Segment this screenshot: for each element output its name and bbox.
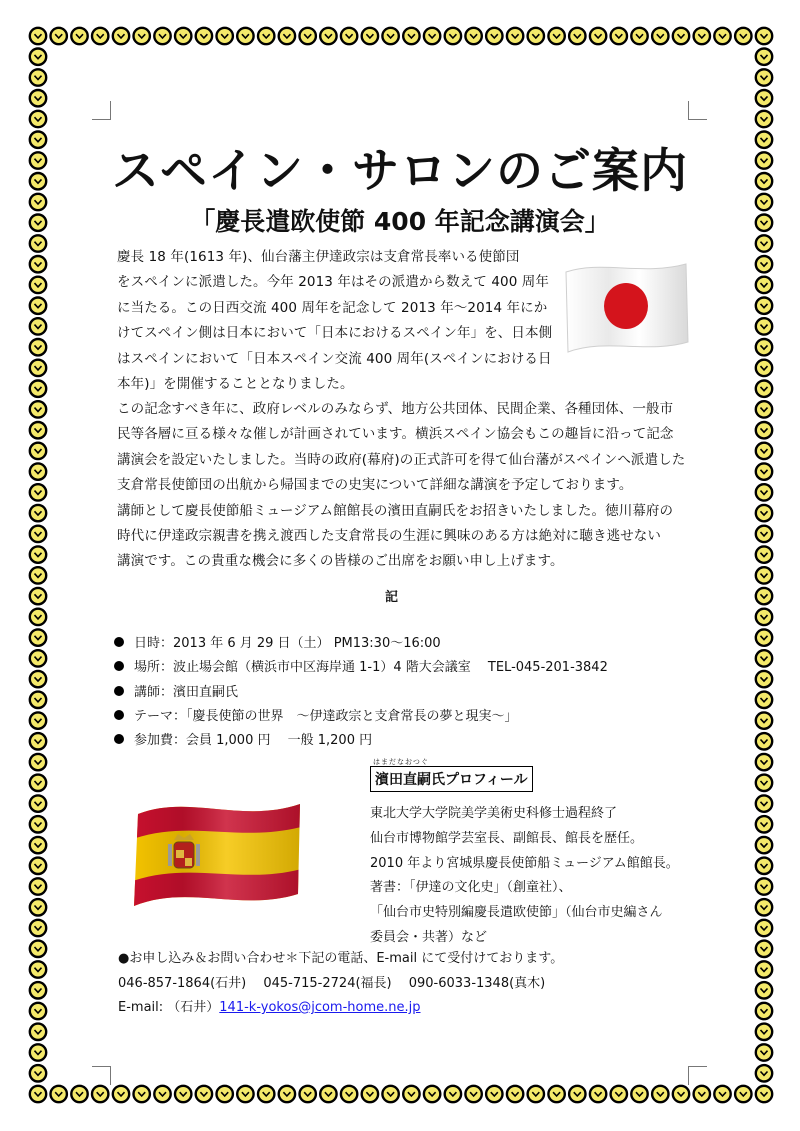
border-ornament-icon [465,1086,481,1102]
border-ornament-icon [92,28,108,44]
border-ornament-icon [30,816,46,832]
border-ornament-icon [756,505,772,521]
border-ornament-icon [756,484,772,500]
border-ornament-icon [30,28,46,44]
border-ornament-icon [756,878,772,894]
list-item [114,632,608,656]
border-ornament-icon [486,28,502,44]
bullet-icon [114,686,124,696]
crop-mark-bottom-right [688,1066,707,1085]
border-ornament-icon [756,1024,772,1040]
border-ornament-icon [134,28,150,44]
intro-line: をスペインに派遣した。今年 2013 年はその派遣から数えて 400 周年 [117,274,549,291]
ki-heading: 記 [385,590,399,605]
border-ornament-icon [756,588,772,604]
detail-lecturer: 講師：濱田直嗣氏 [134,684,239,700]
intro-paragraph [117,245,552,397]
border-ornament-icon [756,1044,772,1060]
border-ornament-icon [51,1086,67,1102]
border-ornament-icon [756,298,772,314]
border-ornament-icon [30,878,46,894]
border-ornament-icon [756,28,772,44]
border-ornament-icon [756,609,772,625]
border-ornament-icon [30,567,46,583]
border-ornament-icon [445,28,461,44]
border-ornament-icon [382,1086,398,1102]
border-ornament-icon [714,28,730,44]
intro-line: けてスペイン側は日本において「日本におけるスペイン年」を、日本側 [117,325,553,342]
profile-line: 仙台市博物館学芸室長、副館長、館長を歴任。 [370,830,644,846]
body-line: 民等各層に亘る様々な催しが計画されています。横浜スペイン協会もこの趣旨に沿って記念 [117,426,674,443]
border-ornament-icon [320,28,336,44]
border-ornament-icon [113,28,129,44]
profile-line: 2010 年より宮城県慶長使節船ミュージアム館館長。 [370,855,679,871]
border-ornament-icon [258,28,274,44]
border-ornament-icon [756,650,772,666]
border-ornament-icon [341,28,357,44]
border-ornament-icon [30,318,46,334]
border-ornament-icon [30,277,46,293]
border-ornament-icon [30,712,46,728]
border-ornament-icon [30,1003,46,1019]
border-ornament-icon [30,795,46,811]
border-ornament-icon [756,858,772,874]
border-ornament-icon [756,546,772,562]
border-ornament-icon [30,463,46,479]
body-line: 講演会を設定いたしました。当時の政府(幕府)の正式許可を得て仙台藩がスペインへ派遣した [117,451,686,468]
border-ornament-icon [756,69,772,85]
border-ornament-icon [237,28,253,44]
border-ornament-icon [756,422,772,438]
contact-intro: ●お申し込み＆お問い合わせ＊下記の電話、E-mail にて受付けております。 [118,951,564,966]
border-ornament-icon [735,1086,751,1102]
border-ornament-icon [30,837,46,853]
border-ornament-icon [30,733,46,749]
border-ornament-icon [756,49,772,65]
border-ornament-icon [30,775,46,791]
border-ornament-icon [30,90,46,106]
profile-list [370,802,679,951]
border-ornament-icon [30,1065,46,1081]
crop-mark-top-left [92,101,111,120]
intro-line: 本年)」を開催することとなりました。 [117,375,354,392]
border-ornament-icon [30,443,46,459]
border-ornament-icon [217,28,233,44]
border-ornament-icon [30,505,46,521]
email-link[interactable]: 141-k-yokos@jcom-home.ne.jp [219,1000,421,1015]
crop-mark-bottom-left [92,1066,111,1085]
border-ornament-icon [30,941,46,957]
border-ornament-icon [382,28,398,44]
border-ornament-icon [30,1086,46,1102]
border-ornament-icon [30,401,46,417]
border-ornament-icon [694,1086,710,1102]
contact-email-row [118,996,563,1021]
border-ornament-icon [756,526,772,542]
bullet-icon [114,734,124,744]
border-ornament-icon [756,90,772,106]
border-ornament-icon [756,1086,772,1102]
bullet-icon [114,710,124,720]
border-ornament-icon [756,277,772,293]
border-ornament-icon [30,754,46,770]
border-ornament-icon [756,318,772,334]
border-ornament-icon [756,1003,772,1019]
crop-mark-top-right [688,101,707,120]
border-ornament-icon [237,1086,253,1102]
border-ornament-icon [403,28,419,44]
border-ornament-icon [30,360,46,376]
intro-line: に当たる。この日西交流 400 周年を記念して 2013 年～2014 年にか [117,299,548,316]
border-ornament-icon [548,28,564,44]
border-ornament-icon [30,484,46,500]
border-ornament-icon [631,1086,647,1102]
list-item [114,705,608,729]
border-ornament-icon [569,1086,585,1102]
list-item [114,656,608,680]
border-ornament-icon [756,837,772,853]
border-ornament-icon [154,28,170,44]
border-ornament-icon [403,1086,419,1102]
border-ornament-icon [30,1024,46,1040]
bullet-icon [114,637,124,647]
border-ornament-icon [569,28,585,44]
border-ornament-icon [756,941,772,957]
border-ornament-icon [341,1086,357,1102]
spain-flag-image [130,798,305,913]
border-ornament-icon [51,28,67,44]
border-ornament-icon [154,1086,170,1102]
border-ornament-icon [735,28,751,44]
border-ornament-icon [424,1086,440,1102]
border-ornament-icon [71,1086,87,1102]
border-ornament-icon [30,961,46,977]
detail-fee: 参加費：会員 1,000 円 一般 1,200 円 [134,733,373,749]
profile-ruby: はまだなおつぐ [373,758,429,766]
border-ornament-icon [362,28,378,44]
border-ornament-icon [756,795,772,811]
border-ornament-icon [320,1086,336,1102]
border-ornament-icon [673,1086,689,1102]
intro-line: 慶長 18 年(1613 年)、仙台藩主伊達政宗は支倉常長率いる使節団 [117,249,520,265]
border-ornament-icon [652,28,668,44]
border-ornament-icon [258,1086,274,1102]
detail-theme: テーマ：「慶長使節の世界 ～伊達政宗と支倉常長の夢と現実～」 [134,708,518,724]
detail-date: 日時：2013 年 6 月 29 日（土） PM13:30～16:00 [134,636,441,651]
border-ornament-icon [673,28,689,44]
border-ornament-icon [134,1086,150,1102]
contact-phones: 046-857-1864(石井) 045-715-2724(福長) 090-6033-1348(真木) [118,975,546,991]
border-ornament-icon [631,28,647,44]
border-ornament-icon [445,1086,461,1102]
border-ornament-icon [30,629,46,645]
event-details-list [114,632,608,753]
border-ornament-icon [694,28,710,44]
border-ornament-icon [279,1086,295,1102]
body-line: 講師として慶長使節船ミュージアム館館長の濱田直嗣氏をお招きいたしました。徳川幕府の [117,502,674,519]
border-ornament-icon [92,1086,108,1102]
border-ornament-icon [30,49,46,65]
border-ornament-icon [611,1086,627,1102]
border-ornament-icon [528,1086,544,1102]
border-ornament-icon [196,1086,212,1102]
email-label: E-mail: （石井） [118,1000,220,1015]
border-ornament-icon [30,650,46,666]
border-ornament-icon [756,920,772,936]
border-ornament-icon [196,28,212,44]
border-ornament-icon [300,1086,316,1102]
profile-title: 濱田直嗣氏プロフィール [370,766,533,792]
profile-line: 著書：「伊達の文化史」（創童社）、 [370,880,572,896]
bullet-icon [114,661,124,671]
border-ornament-icon [714,1086,730,1102]
contact-section [118,947,563,1021]
border-ornament-icon [756,381,772,397]
border-ornament-icon [756,339,772,355]
border-ornament-icon [756,443,772,459]
border-ornament-icon [756,816,772,832]
border-ornament-icon [756,982,772,998]
border-ornament-icon [590,28,606,44]
border-ornament-icon [30,1044,46,1060]
border-ornament-icon [30,899,46,915]
border-ornament-icon [279,28,295,44]
list-item [114,729,608,753]
body-line: 講演です。この貴重な機会に多くの皆様のご出席をお願い申し上げます。 [117,553,564,570]
border-ornament-icon [756,567,772,583]
border-ornament-icon [507,1086,523,1102]
border-ornament-icon [652,1086,668,1102]
profile-line: 「仙台市史特別編慶長遣欧使節」（仙台市史編さん [370,905,663,921]
border-ornament-icon [30,920,46,936]
border-ornament-icon [756,775,772,791]
border-ornament-icon [756,712,772,728]
border-ornament-icon [30,858,46,874]
border-ornament-icon [175,1086,191,1102]
body-line: この記念すべき年に、政府レベルのみならず、地方公共団体、民間企業、各種団体、一般市 [117,401,674,417]
border-ornament-icon [756,1065,772,1081]
border-ornament-icon [30,588,46,604]
border-ornament-icon [548,1086,564,1102]
border-ornament-icon [465,28,481,44]
border-ornament-icon [217,1086,233,1102]
border-ornament-icon [756,360,772,376]
border-ornament-icon [756,463,772,479]
border-ornament-icon [30,982,46,998]
page-subtitle: 「慶長遣欧使節 400 年記念講演会」 [190,207,610,236]
border-ornament-icon [71,28,87,44]
border-ornament-icon [424,28,440,44]
border-ornament-icon [756,754,772,770]
japan-flag-image [562,258,692,358]
detail-venue: 場所：波止場会館（横浜市中区海岸通 1-1）4 階大会議室 TEL-045-201-3842 [134,660,608,676]
border-ornament-icon [113,1086,129,1102]
border-ornament-icon [30,381,46,397]
border-ornament-icon [30,526,46,542]
profile-line: 東北大学大学院美学美術史科修士過程終了 [370,806,618,821]
page-title: スペイン・サロンのご案内 [112,144,688,199]
border-ornament-icon [175,28,191,44]
border-ornament-icon [30,692,46,708]
border-ornament-icon [756,256,772,272]
border-ornament-icon [30,298,46,314]
border-ornament-icon [756,899,772,915]
border-ornament-icon [300,28,316,44]
border-ornament-icon [756,629,772,645]
border-ornament-icon [507,28,523,44]
body-line: 支倉常長使節団の出航から帰国までの史実について詳細な講演を予定しております。 [117,477,633,494]
border-ornament-icon [30,111,46,127]
border-ornament-icon [756,111,772,127]
border-ornament-icon [30,422,46,438]
body-paragraph [117,397,685,575]
border-ornament-icon [30,69,46,85]
border-ornament-icon [528,28,544,44]
list-item [114,681,608,705]
body-line: 時代に伊達政宗親書を携え渡西した支倉常長の生涯に興味のある方は絶対に聴き逃せない [117,527,661,544]
border-ornament-icon [362,1086,378,1102]
border-ornament-icon [30,339,46,355]
border-ornament-icon [756,692,772,708]
border-ornament-icon [30,256,46,272]
border-ornament-icon [756,671,772,687]
border-ornament-icon [30,609,46,625]
border-ornament-icon [756,733,772,749]
profile-line: 委員会・共著）など [370,929,488,945]
border-ornament-icon [756,961,772,977]
border-ornament-icon [486,1086,502,1102]
border-ornament-icon [30,671,46,687]
border-ornament-icon [611,28,627,44]
border-ornament-icon [30,546,46,562]
border-ornament-icon [756,401,772,417]
intro-line: はスペインにおいて「日本スペイン交流 400 周年(スペインにおける日 [117,350,552,367]
border-ornament-icon [590,1086,606,1102]
